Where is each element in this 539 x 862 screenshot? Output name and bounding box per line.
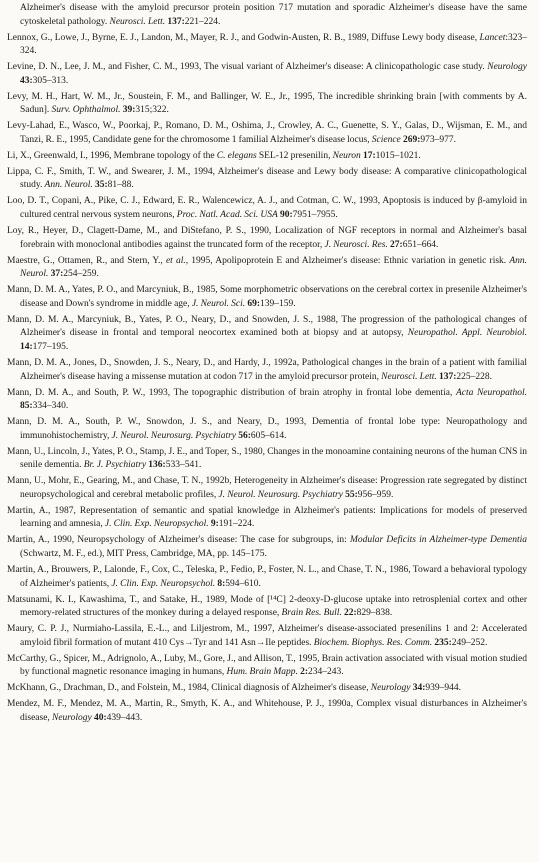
reference-entry	[7, 505, 527, 532]
reference-text: Maury, C. P. J., Nurmiaho-Lassila, E.-L., and Liljestrom, M., 1997, Alzheimer's disease-associated presenilins 1 and 2: Accelerated amyloid fibril formation of mutant 410 Cys→Tyr and 141 Asn→Ile peptides.	[7, 624, 527, 648]
volume-number: 269:	[402, 134, 421, 145]
reference-entry	[7, 2, 527, 29]
reference-text: Lennox, G., Lowe, J., Byrne, E. J., Landon, M., Mayer, R. J., and Godwin-Austen, R. B., 1989, Diffuse Lewy body disease,	[7, 32, 480, 43]
reference-text: Matsunami, K. I., Kawashima, T., and Satake, H., 1989, Mode of [¹⁴C] 2-deoxy-D-glucose uptake into retrosplenial cortex and other memory-related structures of the monkey during a delayed response,	[7, 594, 527, 619]
journal-title: Modular Deficits in Alzheimer-type Dementia	[349, 535, 527, 546]
reference-text: 973–977.	[420, 134, 457, 145]
reference-entry	[7, 387, 527, 414]
journal-title: J. Clin. Exp. Neuropsychol.	[104, 519, 209, 530]
journal-title: Neurology	[487, 62, 527, 73]
reference-text: Mann, U., Mohr, E., Gearing, M., and Chase, T. N., 1992b, Heterogeneity in Alzheimer's disease: Progression rate segregated by distinct neuropsychological and cerebral metabolic profiles,	[7, 476, 527, 500]
volume-number: 55:	[345, 489, 358, 500]
journal-title: J. Neurol. Sci.	[191, 298, 246, 309]
reference-text: 221–224.	[184, 16, 221, 27]
reference-text: , 1995, Apolipoprotein E and Alzheimer's disease: Ethnic variation in genetic risk.	[185, 255, 510, 266]
reference-entry	[7, 653, 527, 680]
reference-entry	[7, 416, 527, 443]
reference-text: 334–340.	[32, 401, 69, 412]
reference-entry	[7, 698, 527, 725]
reference-text: Mendez, M. F., Mendez, M. A., Martin, R., Smyth, K. A., and Whitehouse, P. J., 1990a, Complex visual disturbances in Alzheimer's disease,	[7, 699, 527, 723]
reference-text: Mann, D. M. A., Jones, D., Snowden, J. S., Neary, D., and Hardy, J., 1992a, Pathological changes in the brain of a patient with familial Alzheimer's disease having a missense mutation at codon 717 in the amyloid precursor protein,	[7, 357, 527, 382]
volume-number: 39:	[122, 105, 136, 116]
journal-title: Neurology	[370, 683, 411, 694]
journal-title: Ann. Neurol.	[44, 180, 93, 191]
volume-number: 9:	[210, 519, 219, 530]
reference-entry	[7, 120, 527, 147]
journal-title: Proc. Natl. Acad. Sci. USA	[176, 210, 278, 221]
journal-title: Neurosci. Lett.	[381, 371, 437, 382]
reference-text: SEL-12 presenilin,	[256, 150, 333, 161]
reference-text: McCarthy, G., Spicer, M., Adrignolo, A., Luby, M., Gore, J., and Allison, T., 1995, Brain activation associated with visual motion studied by functional magnetic resonance imaging in humans,	[7, 653, 527, 678]
volume-number: 37:	[50, 269, 64, 280]
reference-entry	[7, 446, 527, 473]
reference-text: Martin, A., Brouwers, P., Lalonde, F., Cox, C., Teleska, P., Fedio, P., Foster, N. L., and Chase, T. N., 1986, Toward a behavioral typology of Alzheimer's patients,	[7, 564, 527, 589]
reference-text: Martin, A., 1987, Representation of semantic and spatial knowledge in Alzheimer's patients: Implications for models of preserved learning and amnesia,	[7, 505, 527, 530]
volume-number: 40:	[93, 712, 107, 723]
volume-number: 34:	[412, 683, 426, 694]
volume-number: 90:	[280, 210, 293, 221]
reference-text: 81–88.	[107, 180, 134, 191]
reference-text: 7951–7955.	[292, 210, 338, 221]
journal-title: Ann. Neurol.	[20, 255, 527, 280]
journal-title: Biochem. Biophys. Res. Comm.	[313, 637, 433, 648]
reference-entry	[7, 32, 527, 59]
reference-text: 177–195.	[32, 341, 69, 352]
reference-entry	[7, 150, 527, 164]
reference-entry	[7, 594, 527, 621]
reference-text: 254–259.	[63, 269, 99, 280]
journal-title: Lancet	[479, 32, 506, 43]
reference-text: Loo, D. T., Copani, A., Pike, C. J., Edward, E. R., Walencewicz, A. J., and Cotman, C. W., 1993, Apoptosis is induced by β-amyloid in cultured central nervous system neurons,	[7, 196, 527, 221]
volume-number: 56:	[238, 430, 251, 441]
reference-text: 225–228.	[456, 371, 493, 382]
journal-title: Neurology	[51, 712, 92, 723]
journal-title: J. Neurol. Neurosurg. Psychiatry	[218, 489, 343, 500]
reference-text: Mann, D. M. A., South, P. W., Snowdon, J. S., and Neary, D., 1993, Dementia of frontal lobe type: Neuropathology and immunohistochemistry,	[7, 417, 527, 441]
reference-entry	[7, 564, 527, 591]
journal-title: Hum. Brain Mapp.	[226, 667, 298, 678]
reference-text: Alzheimer's disease with the amyloid precursor protein position 717 mutation and sporadic Alzheimer's disease have the same cytoskeletal pathology.	[20, 3, 527, 27]
reference-text: 249–252.	[451, 637, 488, 648]
reference-text: Loy, R., Heyer, D., Clagett-Dame, M., and DiStefano, P. S., 1990, Localization of NGF receptors in normal and Alzheimer's basal forebrain with monoclonal antibodies against the truncated form of the receptor,	[7, 226, 527, 250]
journal-title: J. Neurosci. Res.	[324, 239, 388, 250]
reference-entry	[7, 61, 527, 88]
volume-number: 85:	[20, 401, 33, 412]
reference-text: (Schwartz, M. F., ed.), MIT Press, Cambridge, MA, pp. 145–175.	[20, 549, 267, 559]
reference-entry	[7, 357, 527, 384]
volume-number: 235:	[434, 637, 452, 648]
journal-title: Br. J. Psychiatry	[83, 460, 147, 471]
journal-title: Surv. Ophthalmol.	[51, 105, 121, 116]
reference-text: Li, X., Greenwald, I., 1996, Membrane topology of the	[7, 150, 217, 161]
volume-number: 69:	[247, 298, 261, 309]
reference-text: Lippa, C. F., Smith, T. W., and Swearer, J. M., 1994, Alzheimer's disease and Lewy body disease: A comparative clinicopathological study.	[7, 166, 527, 191]
volume-number: 43:	[20, 75, 33, 86]
reference-text: 939–944.	[425, 683, 461, 694]
volume-number: 27:	[390, 239, 403, 250]
volume-number: 137:	[439, 371, 457, 382]
reference-text: 191–224.	[218, 519, 255, 530]
journal-title: Acta Neuropathol.	[455, 387, 528, 398]
reference-entry	[7, 195, 527, 222]
reference-entry	[7, 284, 527, 311]
journal-title: Neurosci. Lett.	[109, 16, 166, 27]
reference-entry	[7, 314, 527, 355]
reference-text: Martin, A., 1990, Neuropsychology of Alzheimer's disease: The case for subgroups, in:	[7, 535, 350, 546]
volume-number: 22:	[343, 608, 357, 619]
journal-title: J. Clin. Exp. Neuropsychol.	[111, 578, 216, 589]
reference-text: Levine, D. N., Lee, J. M., and Fisher, C. M., 1993, The visual variant of Alzheimer's disease: A clinicopathologic case study.	[7, 62, 488, 73]
reference-text: Mann, D. M. A., Yates, P. O., and Marcyniuk, B., 1985, Some morphometric observations on the cerebral cortex in presenile Alzheimer's disease and Down's syndrome in middle age,	[7, 285, 527, 309]
reference-entry	[7, 682, 527, 696]
reference-text: 1015–1021.	[375, 150, 421, 161]
reference-text: 605–614.	[250, 430, 287, 441]
reference-text: 829–838.	[356, 608, 393, 619]
journal-title: et al.	[165, 255, 186, 266]
reference-entry	[7, 475, 527, 502]
volume-number: 136:	[148, 460, 166, 471]
journal-title: Neuropathol. Appl. Neurobiol.	[407, 328, 527, 339]
volume-number: 17:	[362, 150, 376, 161]
reference-entry	[7, 255, 527, 282]
reference-text: Mann, U., Lincoln, J., Yates, P. O., Stamp, J. E., and Toper, S., 1980, Changes in the monoamine containing neurons of the human CNS in senile dementia.	[7, 446, 527, 471]
reference-text: Levy, M. H., Hart, W. M., Jr., Soustein, F. M., and Ballinger, W. E., Jr., 1995, The incredible shrinking brain [with comments by A. Sadun].	[7, 91, 527, 116]
reference-entry	[7, 166, 527, 193]
reference-text: 956–959.	[357, 489, 394, 500]
reference-text: 594–610.	[225, 578, 261, 589]
reference-text: Mann, D. M. A., and South, P. W., 1993, The topographic distribution of brain atrophy in frontal lobe dementia,	[7, 387, 456, 398]
reference-entry	[7, 623, 527, 650]
reference-text: 139–159.	[260, 298, 296, 309]
reference-text: McKhann, G., Drachman, D., and Folstein, M., 1984, Clinical diagnosis of Alzheimer's disease,	[7, 683, 371, 694]
reference-entry	[7, 534, 527, 561]
journal-title: J. Neurol. Neurosurg. Psychiatry	[111, 430, 237, 441]
journal-title: Brain Res. Bull.	[281, 608, 342, 619]
reference-text: 305–313.	[32, 75, 69, 86]
journal-title: Neuron	[332, 150, 361, 161]
journal-title: Science	[371, 134, 401, 145]
reference-text: :323–324.	[20, 32, 527, 57]
reference-text: 533–541.	[165, 460, 202, 471]
reference-entry	[7, 225, 527, 252]
volume-number: 2:	[300, 667, 308, 678]
reference-text: 315;322.	[135, 105, 169, 116]
reference-list	[7, 2, 527, 725]
volume-number: 8:	[217, 578, 226, 589]
reference-text: Maestre, G., Ottamen, R., and Stern, Y.,	[7, 255, 166, 266]
volume-number: 137:	[167, 16, 185, 27]
reference-text: 651–664.	[402, 239, 439, 250]
journal-title: C. elegans	[216, 150, 257, 161]
reference-text: 234–243.	[307, 667, 344, 678]
volume-number: 35:	[94, 180, 108, 191]
reference-text: Mann, D. M. A., Marcyniuk, B., Yates, P. O., Neary, D., and Snowden, J. S., 1988, The progression of the pathological changes of Alzheimer's disease in frontal and temporal neocortex examined both at biopsy and at autopsy,	[7, 314, 527, 339]
volume-number: 14:	[20, 341, 33, 352]
reference-entry	[7, 91, 527, 118]
reference-text: Levy-Lahad, E., Wasco, W., Poorkaj, P., Romano, D. M., Oshima, J., Crowley, A. C., Guenette, S. Y., Galas, D., Wijsman, E. M., and Tanzi, R. E., 1995, Candidate gene for the chromosome 1 familial Alzheimer's disease locus,	[7, 121, 527, 145]
reference-text: 439–443.	[106, 712, 143, 723]
